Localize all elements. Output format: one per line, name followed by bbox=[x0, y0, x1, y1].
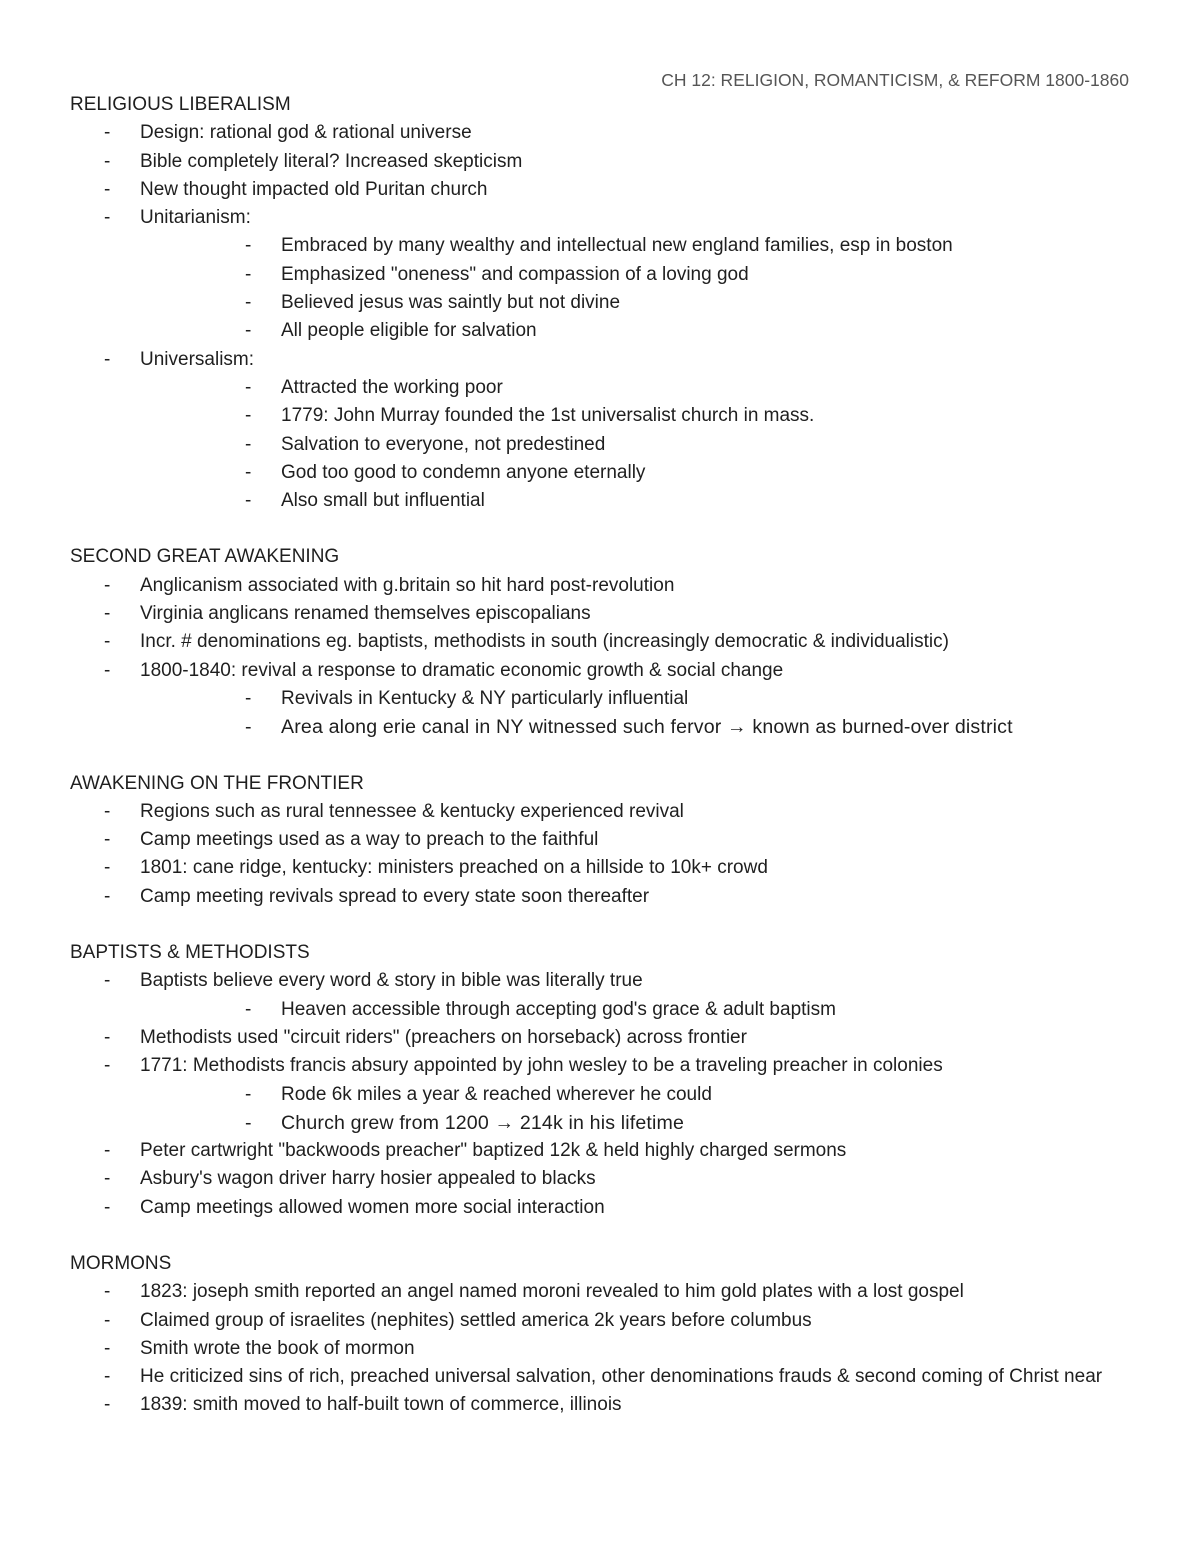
bullet-dash-icon: - bbox=[245, 687, 252, 709]
sub-list-item bbox=[140, 685, 1140, 713]
sub-list-item bbox=[140, 1109, 1140, 1137]
bullet-dash-icon: - bbox=[245, 461, 252, 483]
bullet-dash-icon: - bbox=[104, 1168, 111, 1190]
sub-list-item-text: Attracted the working poor bbox=[281, 376, 503, 398]
list-item-text: 1801: cane ridge, kentucky: ministers preached on a hillside to 10k+ crowd bbox=[140, 857, 768, 879]
bullet-list bbox=[70, 967, 1140, 1222]
list-item-text: 1771: Methodists francis absury appointed by john wesley to be a traveling preacher in colonies bbox=[140, 1055, 943, 1077]
list-item bbox=[70, 1391, 1140, 1419]
list-item bbox=[70, 1165, 1140, 1193]
bullet-dash-icon: - bbox=[104, 1309, 111, 1331]
list-item-text: 1800-1840: revival a response to dramatic economic growth & social change bbox=[140, 659, 784, 681]
list-item bbox=[70, 1194, 1140, 1222]
sub-list-item-text: Rode 6k miles a year & reached wherever he could bbox=[281, 1083, 712, 1105]
list-item bbox=[70, 854, 1140, 882]
bullet-dash-icon: - bbox=[104, 1055, 111, 1077]
bullet-list bbox=[70, 1278, 1140, 1419]
bullet-dash-icon: - bbox=[104, 1366, 111, 1388]
bullet-dash-icon: - bbox=[245, 235, 252, 257]
list-item-text: Camp meeting revivals spread to every state soon thereafter bbox=[140, 885, 650, 907]
list-item bbox=[70, 798, 1140, 826]
section-religious-liberalism bbox=[70, 91, 1140, 515]
list-item bbox=[70, 346, 1140, 516]
list-item-text: Peter cartwright "backwoods preacher" baptized 12k & held highly charged sermons bbox=[140, 1140, 847, 1162]
section-heading: BAPTISTS & METHODISTS bbox=[70, 942, 310, 964]
sub-list-item bbox=[140, 402, 1140, 430]
list-item-text: Regions such as rural tennessee & kentucky experienced revival bbox=[140, 800, 684, 822]
list-item bbox=[70, 1052, 1140, 1137]
bullet-list bbox=[70, 119, 1140, 515]
bullet-dash-icon: - bbox=[245, 433, 252, 455]
sub-list-item-text: Also small but influential bbox=[281, 490, 485, 512]
sub-list-item-text: Church grew from 1200 → 214k in his lifetime bbox=[281, 1111, 685, 1134]
list-item-text: 1839: smith moved to half-built town of commerce, illinois bbox=[140, 1394, 622, 1416]
sub-bullet-list bbox=[140, 1081, 1140, 1138]
sub-list-item bbox=[140, 487, 1140, 515]
list-item bbox=[70, 1335, 1140, 1363]
sub-bullet-list bbox=[140, 996, 1140, 1024]
bullet-list bbox=[70, 572, 1140, 742]
sub-list-item-text: God too good to condemn anyone eternally bbox=[281, 461, 646, 483]
bullet-dash-icon: - bbox=[245, 405, 252, 427]
sub-list-item bbox=[140, 431, 1140, 459]
list-item-text: Baptists believe every word & story in bible was literally true bbox=[140, 970, 643, 992]
list-item bbox=[70, 628, 1140, 656]
bullet-list bbox=[70, 798, 1140, 911]
sub-list-item-text: Area along erie canal in NY witnessed such fervor → known as burned-over district bbox=[281, 716, 1013, 739]
bullet-dash-icon: - bbox=[104, 1281, 111, 1303]
list-item bbox=[70, 657, 1140, 742]
sub-list-item-text: All people eligible for salvation bbox=[281, 320, 537, 342]
bullet-dash-icon: - bbox=[104, 631, 111, 653]
list-item bbox=[70, 176, 1140, 204]
list-item bbox=[70, 1137, 1140, 1165]
sub-list-item-text: Revivals in Kentucky & NY particularly influential bbox=[281, 687, 689, 709]
bullet-dash-icon: - bbox=[245, 292, 252, 314]
list-item-text: Virginia anglicans renamed themselves episcopalians bbox=[140, 603, 591, 625]
document-header: CH 12: RELIGION, ROMANTICISM, & REFORM 1800-1860 bbox=[661, 70, 1129, 90]
bullet-dash-icon: - bbox=[245, 320, 252, 342]
section-heading: SECOND GREAT AWAKENING bbox=[70, 546, 340, 568]
bullet-dash-icon: - bbox=[104, 1196, 111, 1218]
bullet-dash-icon: - bbox=[245, 376, 252, 398]
section-awakening-on-the-frontier bbox=[70, 770, 1140, 911]
section-heading: AWAKENING ON THE FRONTIER bbox=[70, 772, 364, 794]
list-item bbox=[70, 148, 1140, 176]
list-item bbox=[70, 883, 1140, 911]
section-heading: MORMONS bbox=[70, 1252, 172, 1274]
bullet-dash-icon: - bbox=[245, 263, 252, 285]
list-item-text: Camp meetings allowed women more social interaction bbox=[140, 1196, 605, 1218]
sub-list-item bbox=[140, 996, 1140, 1024]
list-item bbox=[70, 572, 1140, 600]
bullet-dash-icon: - bbox=[245, 490, 252, 512]
bullet-dash-icon: - bbox=[245, 1083, 252, 1105]
bullet-dash-icon: - bbox=[104, 857, 111, 879]
section-heading: RELIGIOUS LIBERALISM bbox=[70, 94, 291, 115]
list-item bbox=[70, 600, 1140, 628]
list-item bbox=[70, 826, 1140, 854]
bullet-dash-icon: - bbox=[104, 970, 111, 992]
sub-list-item bbox=[140, 317, 1140, 345]
bullet-dash-icon: - bbox=[104, 150, 111, 172]
bullet-dash-icon: - bbox=[104, 207, 111, 229]
list-item bbox=[70, 1363, 1140, 1391]
bullet-dash-icon: - bbox=[245, 998, 252, 1020]
list-item-text: Unitarianism: bbox=[140, 207, 251, 229]
sub-list-item bbox=[140, 232, 1140, 260]
bullet-dash-icon: - bbox=[104, 574, 111, 596]
bullet-dash-icon: - bbox=[104, 885, 111, 907]
sub-list-item bbox=[140, 1081, 1140, 1109]
list-item-text: Camp meetings used as a way to preach to the faithful bbox=[140, 829, 599, 851]
list-item-text: Universalism: bbox=[140, 348, 255, 370]
bullet-dash-icon: - bbox=[104, 659, 111, 681]
bullet-dash-icon: - bbox=[104, 178, 111, 200]
sub-bullet-list bbox=[140, 232, 1140, 345]
list-item bbox=[70, 1278, 1140, 1306]
sub-list-item-text: Emphasized "oneness" and compassion of a loving god bbox=[281, 263, 749, 285]
list-item bbox=[70, 1024, 1140, 1052]
sub-list-item bbox=[140, 261, 1140, 289]
list-item-text: Anglicanism associated with g.britain so hit hard post-revolution bbox=[140, 574, 675, 596]
list-item-text: Smith wrote the book of mormon bbox=[140, 1337, 415, 1359]
section-mormons bbox=[70, 1250, 1140, 1420]
list-item-text: Methodists used "circuit riders" (preachers on horseback) across frontier bbox=[140, 1026, 747, 1048]
bullet-dash-icon: - bbox=[104, 1394, 111, 1416]
bullet-dash-icon: - bbox=[104, 122, 111, 144]
list-item-text: 1823: joseph smith reported an angel named moroni revealed to him gold plates with a lost gospel bbox=[140, 1281, 964, 1303]
list-item-text: Claimed group of israelites (nephites) settled america 2k years before columbus bbox=[140, 1309, 812, 1331]
list-item bbox=[70, 119, 1140, 147]
list-item bbox=[70, 1307, 1140, 1335]
sub-bullet-list bbox=[140, 685, 1140, 742]
sub-list-item bbox=[140, 459, 1140, 487]
bullet-dash-icon: - bbox=[104, 1337, 111, 1359]
sub-list-item-text: Believed jesus was saintly but not divine bbox=[281, 292, 621, 314]
list-item-text: Bible completely literal? Increased skepticism bbox=[140, 150, 523, 172]
sub-list-item-text: 1779: John Murray founded the 1st universalist church in mass. bbox=[281, 405, 815, 427]
list-item-text: New thought impacted old Puritan church bbox=[140, 178, 488, 200]
sub-list-item-text: Salvation to everyone, not predestined bbox=[281, 433, 606, 455]
list-item-text: Design: rational god & rational universe bbox=[140, 122, 472, 144]
bullet-dash-icon: - bbox=[104, 1026, 111, 1048]
bullet-dash-icon: - bbox=[104, 800, 111, 822]
bullet-dash-icon: - bbox=[104, 603, 111, 625]
bullet-dash-icon: - bbox=[245, 716, 252, 739]
bullet-dash-icon: - bbox=[104, 829, 111, 851]
list-item bbox=[70, 204, 1140, 345]
sub-list-item bbox=[140, 289, 1140, 317]
document-content bbox=[70, 91, 1140, 1448]
sub-list-item-text: Embraced by many wealthy and intellectual new england families, esp in boston bbox=[281, 235, 953, 257]
sub-list-item-text: Heaven accessible through accepting god's grace & adult baptism bbox=[281, 998, 836, 1020]
section-baptists-methodists bbox=[70, 939, 1140, 1222]
bullet-dash-icon: - bbox=[245, 1111, 252, 1134]
list-item-text: He criticized sins of rich, preached universal salvation, other denominations frauds & second coming of Christ near bbox=[140, 1366, 1103, 1388]
sub-list-item bbox=[140, 713, 1140, 741]
bullet-dash-icon: - bbox=[104, 1140, 111, 1162]
list-item-text: Asbury's wagon driver harry hosier appealed to blacks bbox=[140, 1168, 596, 1190]
list-item bbox=[70, 967, 1140, 1024]
section-second-great-awakening bbox=[70, 543, 1140, 741]
sub-bullet-list bbox=[140, 374, 1140, 515]
sub-list-item bbox=[140, 374, 1140, 402]
bullet-dash-icon: - bbox=[104, 348, 111, 370]
list-item-text: Incr. # denominations eg. baptists, methodists in south (increasingly democratic & individualistic) bbox=[140, 631, 949, 653]
